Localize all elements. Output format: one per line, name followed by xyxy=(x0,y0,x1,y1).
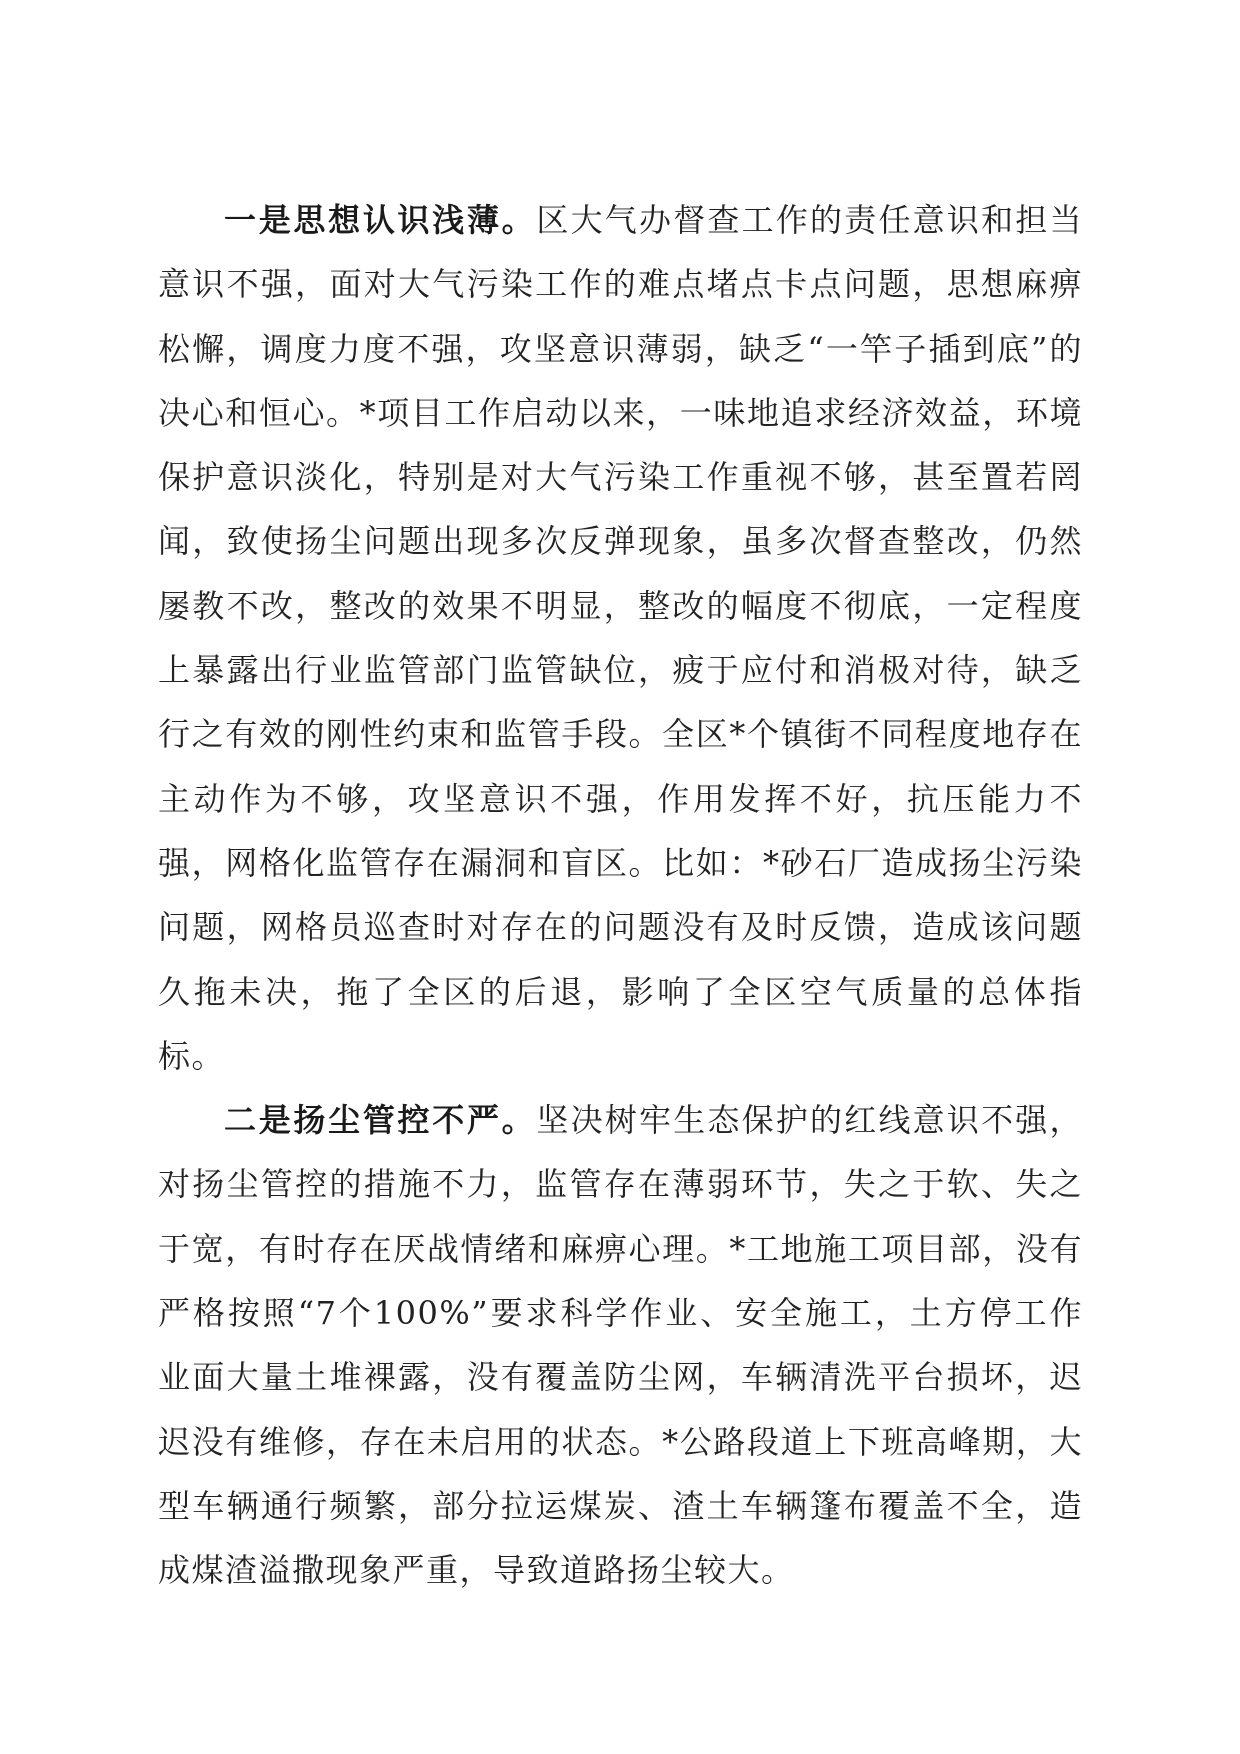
paragraph-heading-2: 二是扬尘管控不严。 xyxy=(224,1101,537,1140)
paragraph-body-2: 坚决树牢生态保护的红线意识不强，对扬尘管控的措施不力，监管存在薄弱环节，失之于软、失之于宽，有时存在厌战情绪和麻痹心理。*工地施工项目部，没有严格按照“7个100%”要求科学作业、安全施工，土方停工作业面大量土堆裸露，没有覆盖防尘网，车辆清洗平台损坏，迟迟没有维修，存在未启用的状态。*公路段道上下班高峰期，大型车辆通行频繁，部分拉运煤炭、渣土车辆篷布覆盖不全，造成煤渣溢撒现象严重，导致道路扬尘较大。 xyxy=(158,1101,1083,1590)
paragraph-heading-1: 一是思想认识浅薄。 xyxy=(224,201,537,239)
paragraph-body-1: 区大气办督查工作的责任意识和担当意识不强，面对大气污染工作的难点堵点卡点问题，思想麻痹松懈，调度力度不强，攻坚意识薄弱，缺乏“一竿子插到底”的决心和恒心。*项目工作启动以来，一味地追求经济效益，环境保护意识淡化，特别是对大气污染工作重视不够，甚至置若罔闻，致使扬尘问题出现多次反弹现象，虽多次督查整改，仍然屡教不改，整改的效果不明显，整改的幅度不彻底，一定程度上暴露出行业监管部门监管缺位，疲于应付和消极对待，缺乏行之有效的刚性约束和监管手段。全区*个镇街不同程度地存在主动作为不够，攻坚意识不强，作用发挥不好，抗压能力不强，网格化监管存在漏洞和盲区。比如：*砂石厂造成扬尘污染问题，网格员巡查时对存在的问题没有及时反馈，造成该问题久拖未决，拖了全区的后退，影响了全区空气质量的总体指标。 xyxy=(158,201,1083,1075)
paragraph-dust-control xyxy=(158,1088,1083,1602)
document-body xyxy=(158,188,1083,1603)
paragraph-ideological-awareness xyxy=(158,188,1083,1088)
